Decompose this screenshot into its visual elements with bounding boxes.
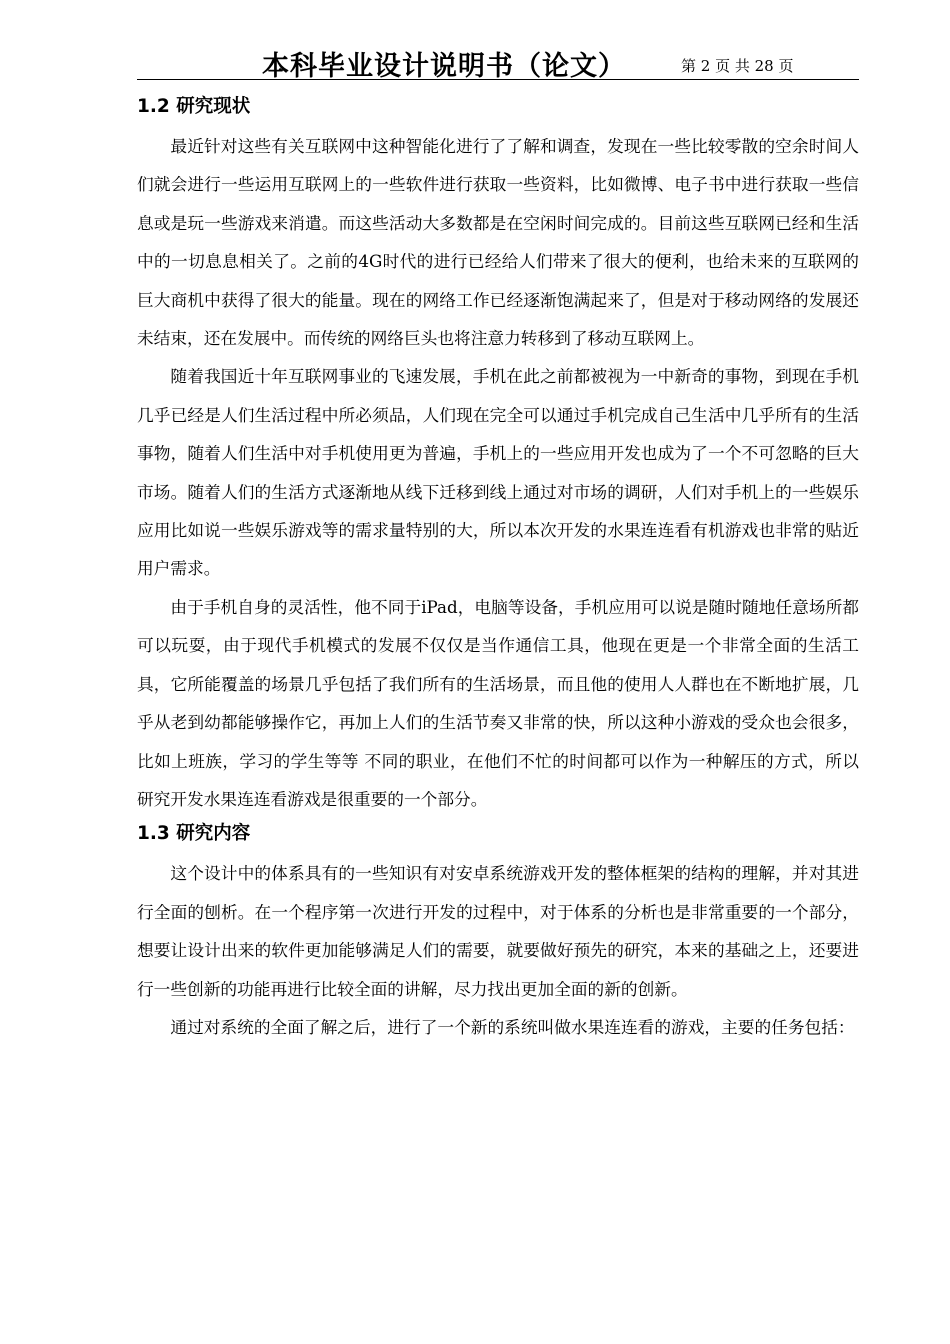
- paragraph: 最近针对这些有关互联网中这种智能化进行了了解和调查，发现在一些比较零散的空余时间人们就会进行一些运用互联网上的一些软件进行获取一些资料，比如微博、电子书中进行获取一些信息或是玩一些游戏来消遣。而这些活动大多数都是在空闲时间完成的。目前这些互联网已经和生活中的一切息息相关了。之前的4G时代的进行已经给人们带来了很大的便利，也给未来的互联网的巨大商机中获得了很大的能量。现在的网络工作已经逐渐饱满起来了，但是对于移动网络的发展还未结束，还在发展中。而传统的网络巨头也将注意力转移到了移动互联网上。: [137, 136, 859, 349]
- page-number: 第 2 页 共 28 页: [681, 57, 794, 75]
- paragraph: 由于手机自身的灵活性，他不同于iPad，电脑等设备，手机应用可以说是随时随地任意场所都可以玩耍，由于现代手机模式的发展不仅仅是当作通信工具，他现在更是一个非常全面的生活工具，它所能覆盖的场景几乎包括了我们所有的生活场景，而且他的使用人人群也在不断地扩展，几乎从老到幼都能够操作它，再加上人们的生活节奏又非常的快，所以这种小游戏的受众也会很多，比如上班族，学习的学生等等 不同的职业，在他们不忙的时间都可以作为一种解压的方式，所以研究开发水果连连看游戏是很重要的一个部分。: [137, 596, 859, 809]
- paragraph: 随着我国近十年互联网事业的飞速发展，手机在此之前都被视为一中新奇的事物，到现在手机几乎已经是人们生活过程中所必须品，人们现在完全可以通过手机完成自己生活中几乎所有的生活事物，随着人们生活中对手机使用更为普遍，手机上的一些应用开发也成为了一个不可忽略的巨大市场。随着人们的生活方式逐渐地从线下迁移到线上通过对市场的调研，人们对手机上的一些娱乐应用比如说一些娱乐游戏等的需求量特别的大，所以本次开发的水果连连看有机游戏也非常的贴近用户需求。: [137, 366, 859, 579]
- paragraph: 通过对系统的全面了解之后，进行了一个新的系统叫做水果连连看的游戏，主要的任务包括：: [170, 1016, 855, 1037]
- page-header: [137, 40, 859, 80]
- paragraph: 这个设计中的体系具有的一些知识有对安卓系统游戏开发的整体框架的结构的理解，并对其进行全面的刨析。在一个程序第一次进行开发的过程中，对于体系的分析也是非常重要的一个部分，想要让设计出来的软件更加能够满足人们的需要，就要做好预先的研究，本来的基础之上，还要进行一些创新的功能再进行比较全面的讲解，尽力找出更加全面的新的创新。: [137, 863, 859, 999]
- header-divider: [137, 79, 859, 80]
- document-body: [137, 91, 859, 1046]
- document-title: 本科毕业设计说明书（论文）: [262, 51, 626, 82]
- section-heading-1-2: 1.2 研究现状: [137, 96, 251, 117]
- section-heading-1-3: 1.3 研究内容: [137, 823, 251, 845]
